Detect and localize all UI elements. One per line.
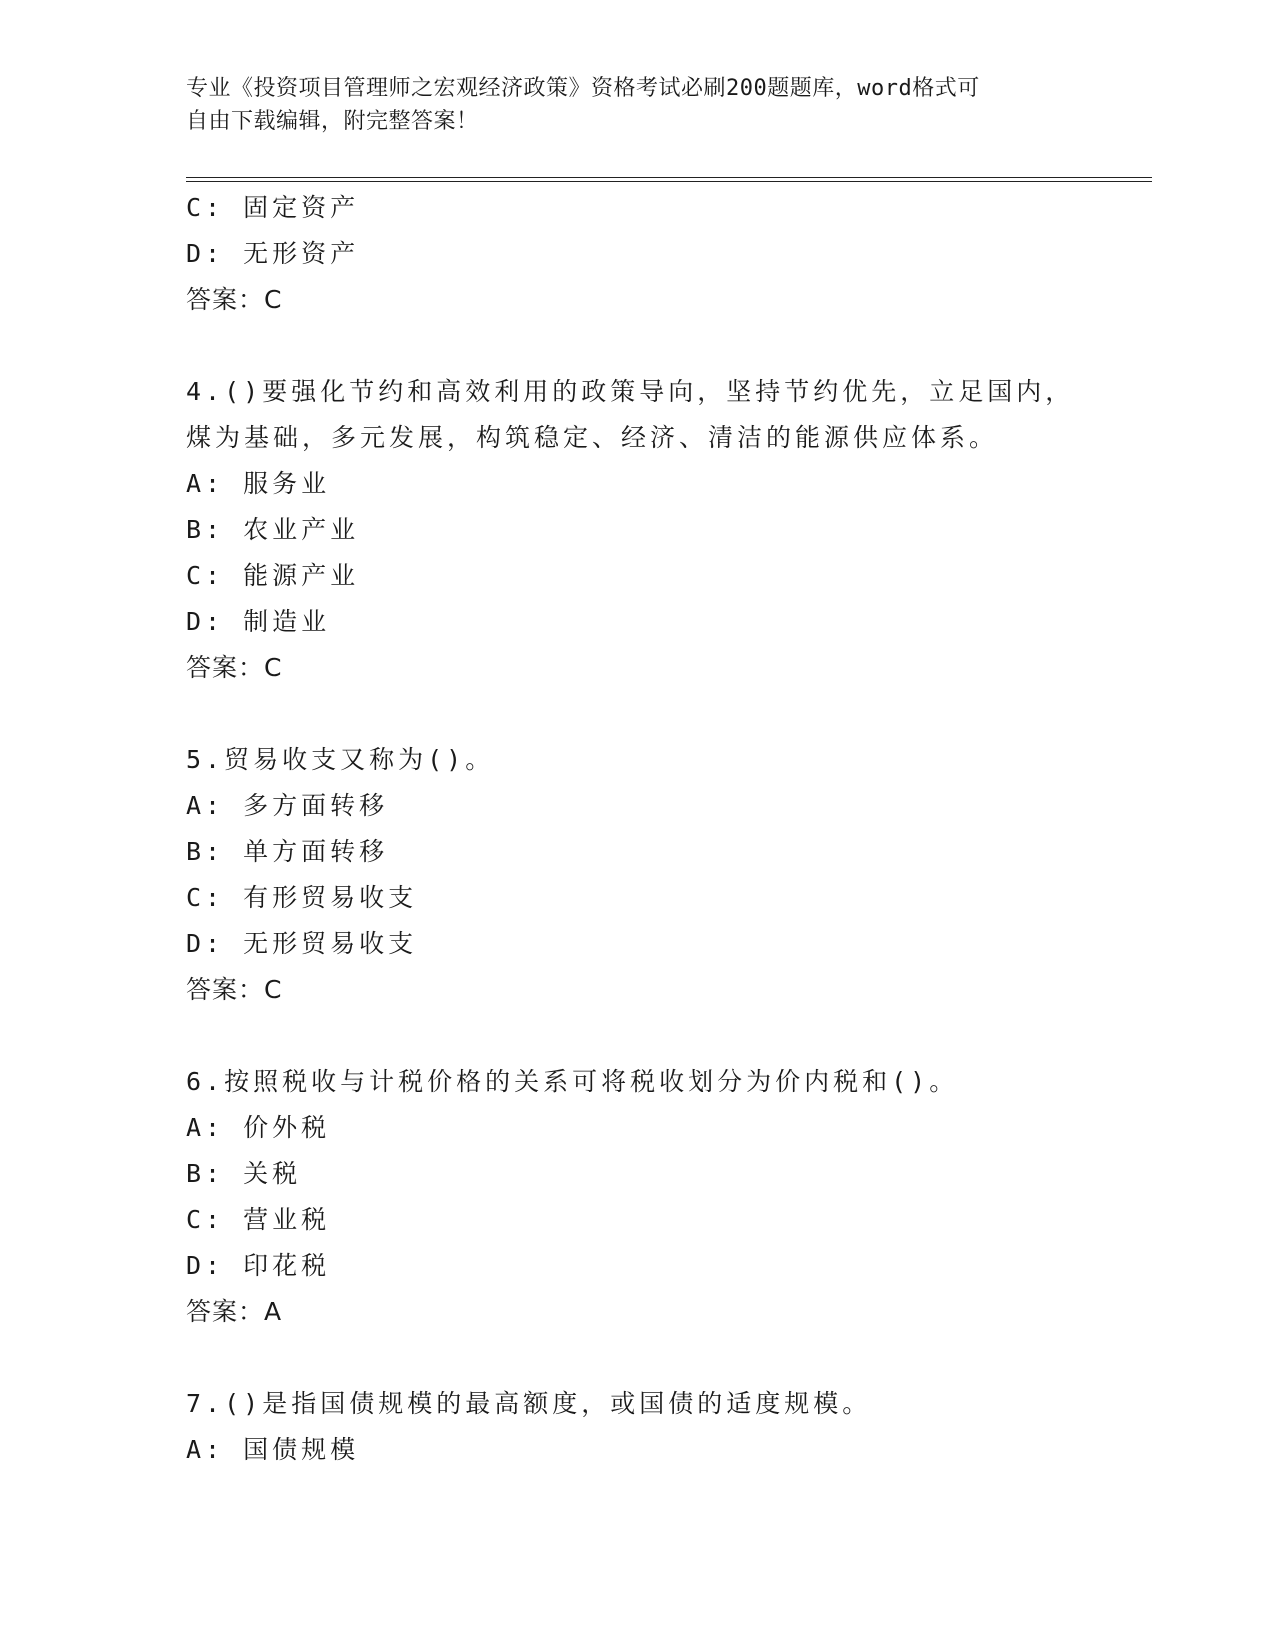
question-stem: 4.()要强化节约和高效利用的政策导向，坚持节约优先，立足国内， [186, 377, 1075, 406]
question-3-tail [186, 185, 1146, 323]
question-stem-continued: 煤为基础，多元发展，构筑稳定、经济、清洁的能源供应体系。 [186, 423, 999, 452]
option-c: C: 营业税 [186, 1205, 331, 1234]
option-d: D: 无形资产 [186, 239, 360, 268]
option-a: A: 国债规模 [186, 1435, 360, 1464]
header-divider [186, 177, 1152, 182]
option-c: C: 能源产业 [186, 561, 360, 590]
spacer [186, 323, 1146, 369]
header-title-line-1: 专业《投资项目管理师之宏观经济政策》资格考试必刷200题题库，word格式可 [186, 76, 980, 101]
option-d: D: 无形贸易收支 [186, 929, 418, 958]
option-a: A: 服务业 [186, 469, 331, 498]
option-c: C: 固定资产 [186, 193, 360, 222]
option-b: B: 关税 [186, 1159, 302, 1188]
answer: 答案：C [186, 285, 283, 314]
option-d: D: 印花税 [186, 1251, 331, 1280]
option-b: B: 农业产业 [186, 515, 360, 544]
question-6 [186, 1059, 1146, 1335]
question-stem: 5.贸易收支又称为()。 [186, 745, 495, 774]
option-a: A: 多方面转移 [186, 791, 389, 820]
question-4 [186, 369, 1146, 691]
option-a: A: 价外税 [186, 1113, 331, 1142]
spacer [186, 1013, 1146, 1059]
page-header [186, 72, 1086, 138]
answer: 答案：A [186, 1297, 283, 1326]
option-d: D: 制造业 [186, 607, 331, 636]
header-title-line-2: 自由下载编辑，附完整答案！ [186, 109, 479, 134]
question-stem: 7.()是指国债规模的最高额度，或国债的适度规模。 [186, 1389, 872, 1418]
question-7 [186, 1381, 1146, 1473]
spacer [186, 1335, 1146, 1381]
answer: 答案：C [186, 653, 283, 682]
option-b: B: 单方面转移 [186, 837, 389, 866]
option-c: C: 有形贸易收支 [186, 883, 418, 912]
question-stem: 6.按照税收与计税价格的关系可将税收划分为价内税和()。 [186, 1067, 959, 1096]
spacer [186, 691, 1146, 737]
question-list [186, 185, 1146, 1473]
question-5 [186, 737, 1146, 1013]
answer: 答案：C [186, 975, 283, 1004]
